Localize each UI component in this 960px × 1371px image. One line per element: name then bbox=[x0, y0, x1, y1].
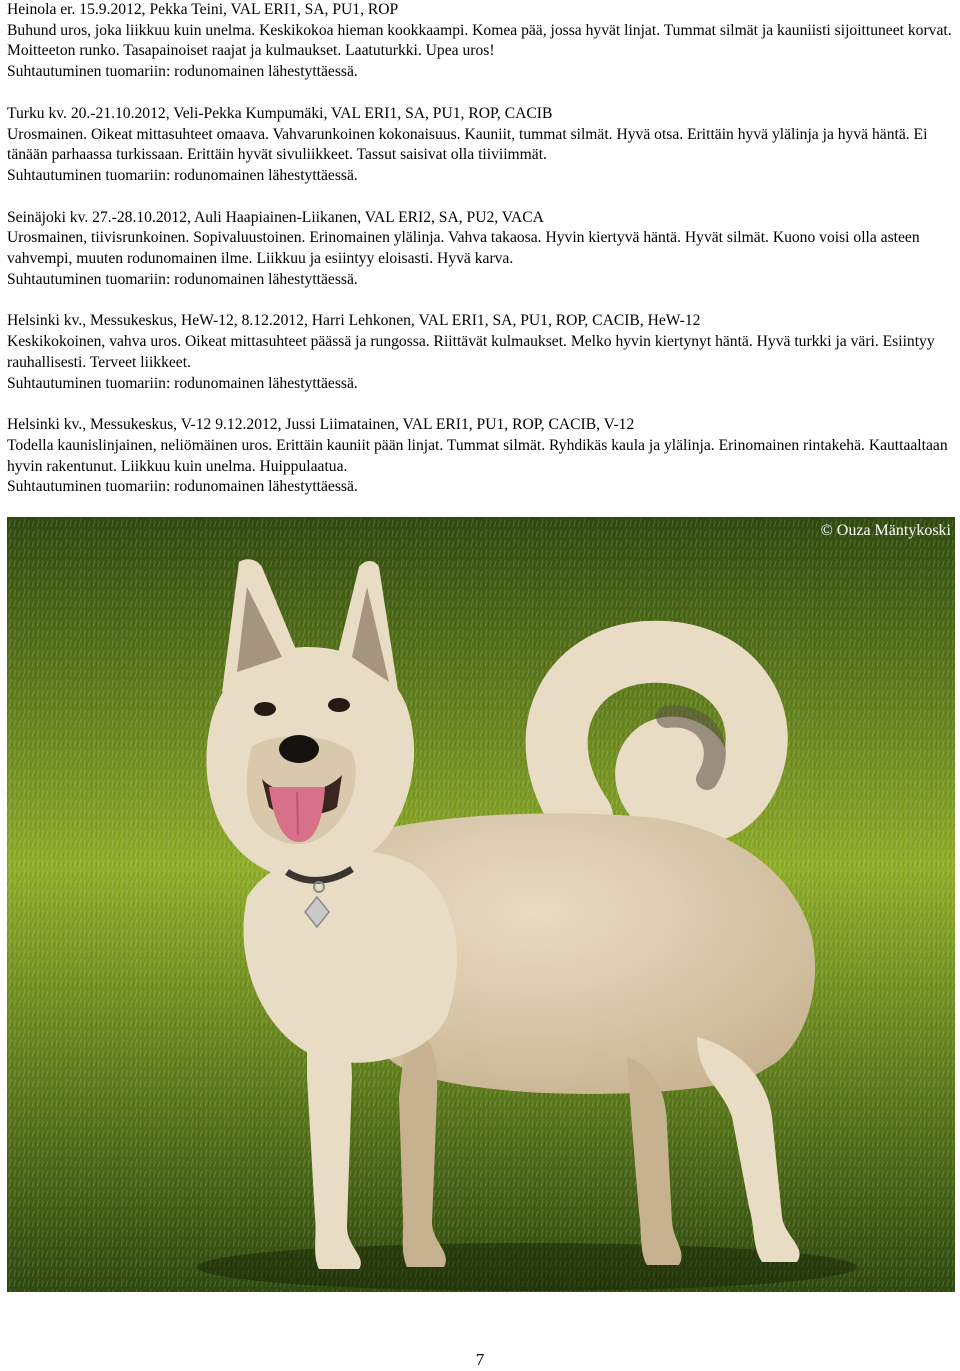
entry-critique: Buhund uros, joka liikkuu kuin unelma. Keskikokoa hieman kookkaampi. Komea pää, jossa hyvät linjat. Tummat silmät ja kauniisti sijoittuneet korvat. Moitteeton runko. Tasapainoiset raajat ja kulmaukset. Laatuturkki. Upea uros! bbox=[7, 21, 952, 60]
show-entry-heinola bbox=[7, 0, 953, 83]
entry-heading: Helsinki kv., Messukeskus, V-12 9.12.2012, Jussi Liimatainen, VAL ERI1, PU1, ROP, CACIB, V-12 bbox=[7, 416, 635, 434]
entry-heading: Turku kv. 20.-21.10.2012, Veli-Pekka Kumpumäki, VAL ERI1, SA, PU1, ROP, CACIB bbox=[7, 104, 553, 122]
entry-temperament: Suhtautuminen tuomariin: rodunomainen lähestyttäessä. bbox=[7, 63, 358, 81]
entry-critique: Urosmainen, tiivisrunkoinen. Sopivaluustoinen. Erinomainen ylälinja. Vahva takaosa. Hyvin kiertyvä häntä. Hyvät silmät. Kuono voisi olla asteen vahvempi, muuten rodunomainen ilme. Liikkuu ja esiintyy eloisasti. Hyvä karva. bbox=[7, 229, 920, 268]
show-entry-helsinki-v bbox=[7, 415, 953, 498]
entry-temperament: Suhtautuminen tuomariin: rodunomainen lähestyttäessä. bbox=[7, 374, 358, 392]
entry-temperament: Suhtautuminen tuomariin: rodunomainen lähestyttäessä. bbox=[7, 166, 358, 184]
entry-temperament: Suhtautuminen tuomariin: rodunomainen lähestyttäessä. bbox=[7, 270, 358, 288]
document-text bbox=[7, 0, 953, 519]
show-entry-helsinki-hew bbox=[7, 311, 953, 394]
entry-temperament: Suhtautuminen tuomariin: rodunomainen lähestyttäessä. bbox=[7, 478, 358, 496]
entry-heading: Seinäjoki kv. 27.-28.10.2012, Auli Haapiainen-Liikanen, VAL ERI2, SA, PU2, VACA bbox=[7, 208, 544, 226]
entry-critique: Urosmainen. Oikeat mittasuhteet omaava. Vahvarunkoinen kokonaisuus. Kauniit, tummat silmät. Hyvä otsa. Erittäin hyvä ylälinja ja hyvä häntä. Ei tänään parhaassa turkissaan. Erittäin hyvät sivuliikkeet. Tassut saisivat olla tiiviimmät. bbox=[7, 125, 928, 164]
show-entry-turku bbox=[7, 104, 953, 187]
show-entry-seinajoki bbox=[7, 208, 953, 291]
photo-credit: © Ouza Mäntykoski bbox=[820, 522, 951, 539]
entry-heading: Heinola er. 15.9.2012, Pekka Teini, VAL ERI1, SA, PU1, ROP bbox=[7, 1, 399, 18]
entry-critique: Keskikokoinen, vahva uros. Oikeat mittasuhteet päässä ja rungossa. Riittävät kulmaukset. Melko hyvin kiertynyt häntä. Hyvä turkki ja väri. Esiintyy rauhallisesti. Terveet liikkeet. bbox=[7, 333, 935, 371]
buhund-dog-photo-icon bbox=[7, 517, 955, 1292]
entry-critique: Todella kaunislinjainen, neliömäinen uros. Erittäin kauniit pään linjat. Tummat silmät. Ryhdikäs kaula ja ylälinja. Erinomainen rintakehä. Kauttaaltaan hyvin rakentunut. Liikkuu kuin unelma. Huippulaatua. bbox=[7, 436, 948, 475]
entry-heading: Helsinki kv., Messukeskus, HeW-12, 8.12.2012, Harri Lehkonen, VAL ERI1, SA, PU1, ROP, CACIB, HeW-12 bbox=[7, 312, 701, 330]
dog-photo bbox=[7, 517, 955, 1292]
page-number: 7 bbox=[475, 1350, 485, 1369]
